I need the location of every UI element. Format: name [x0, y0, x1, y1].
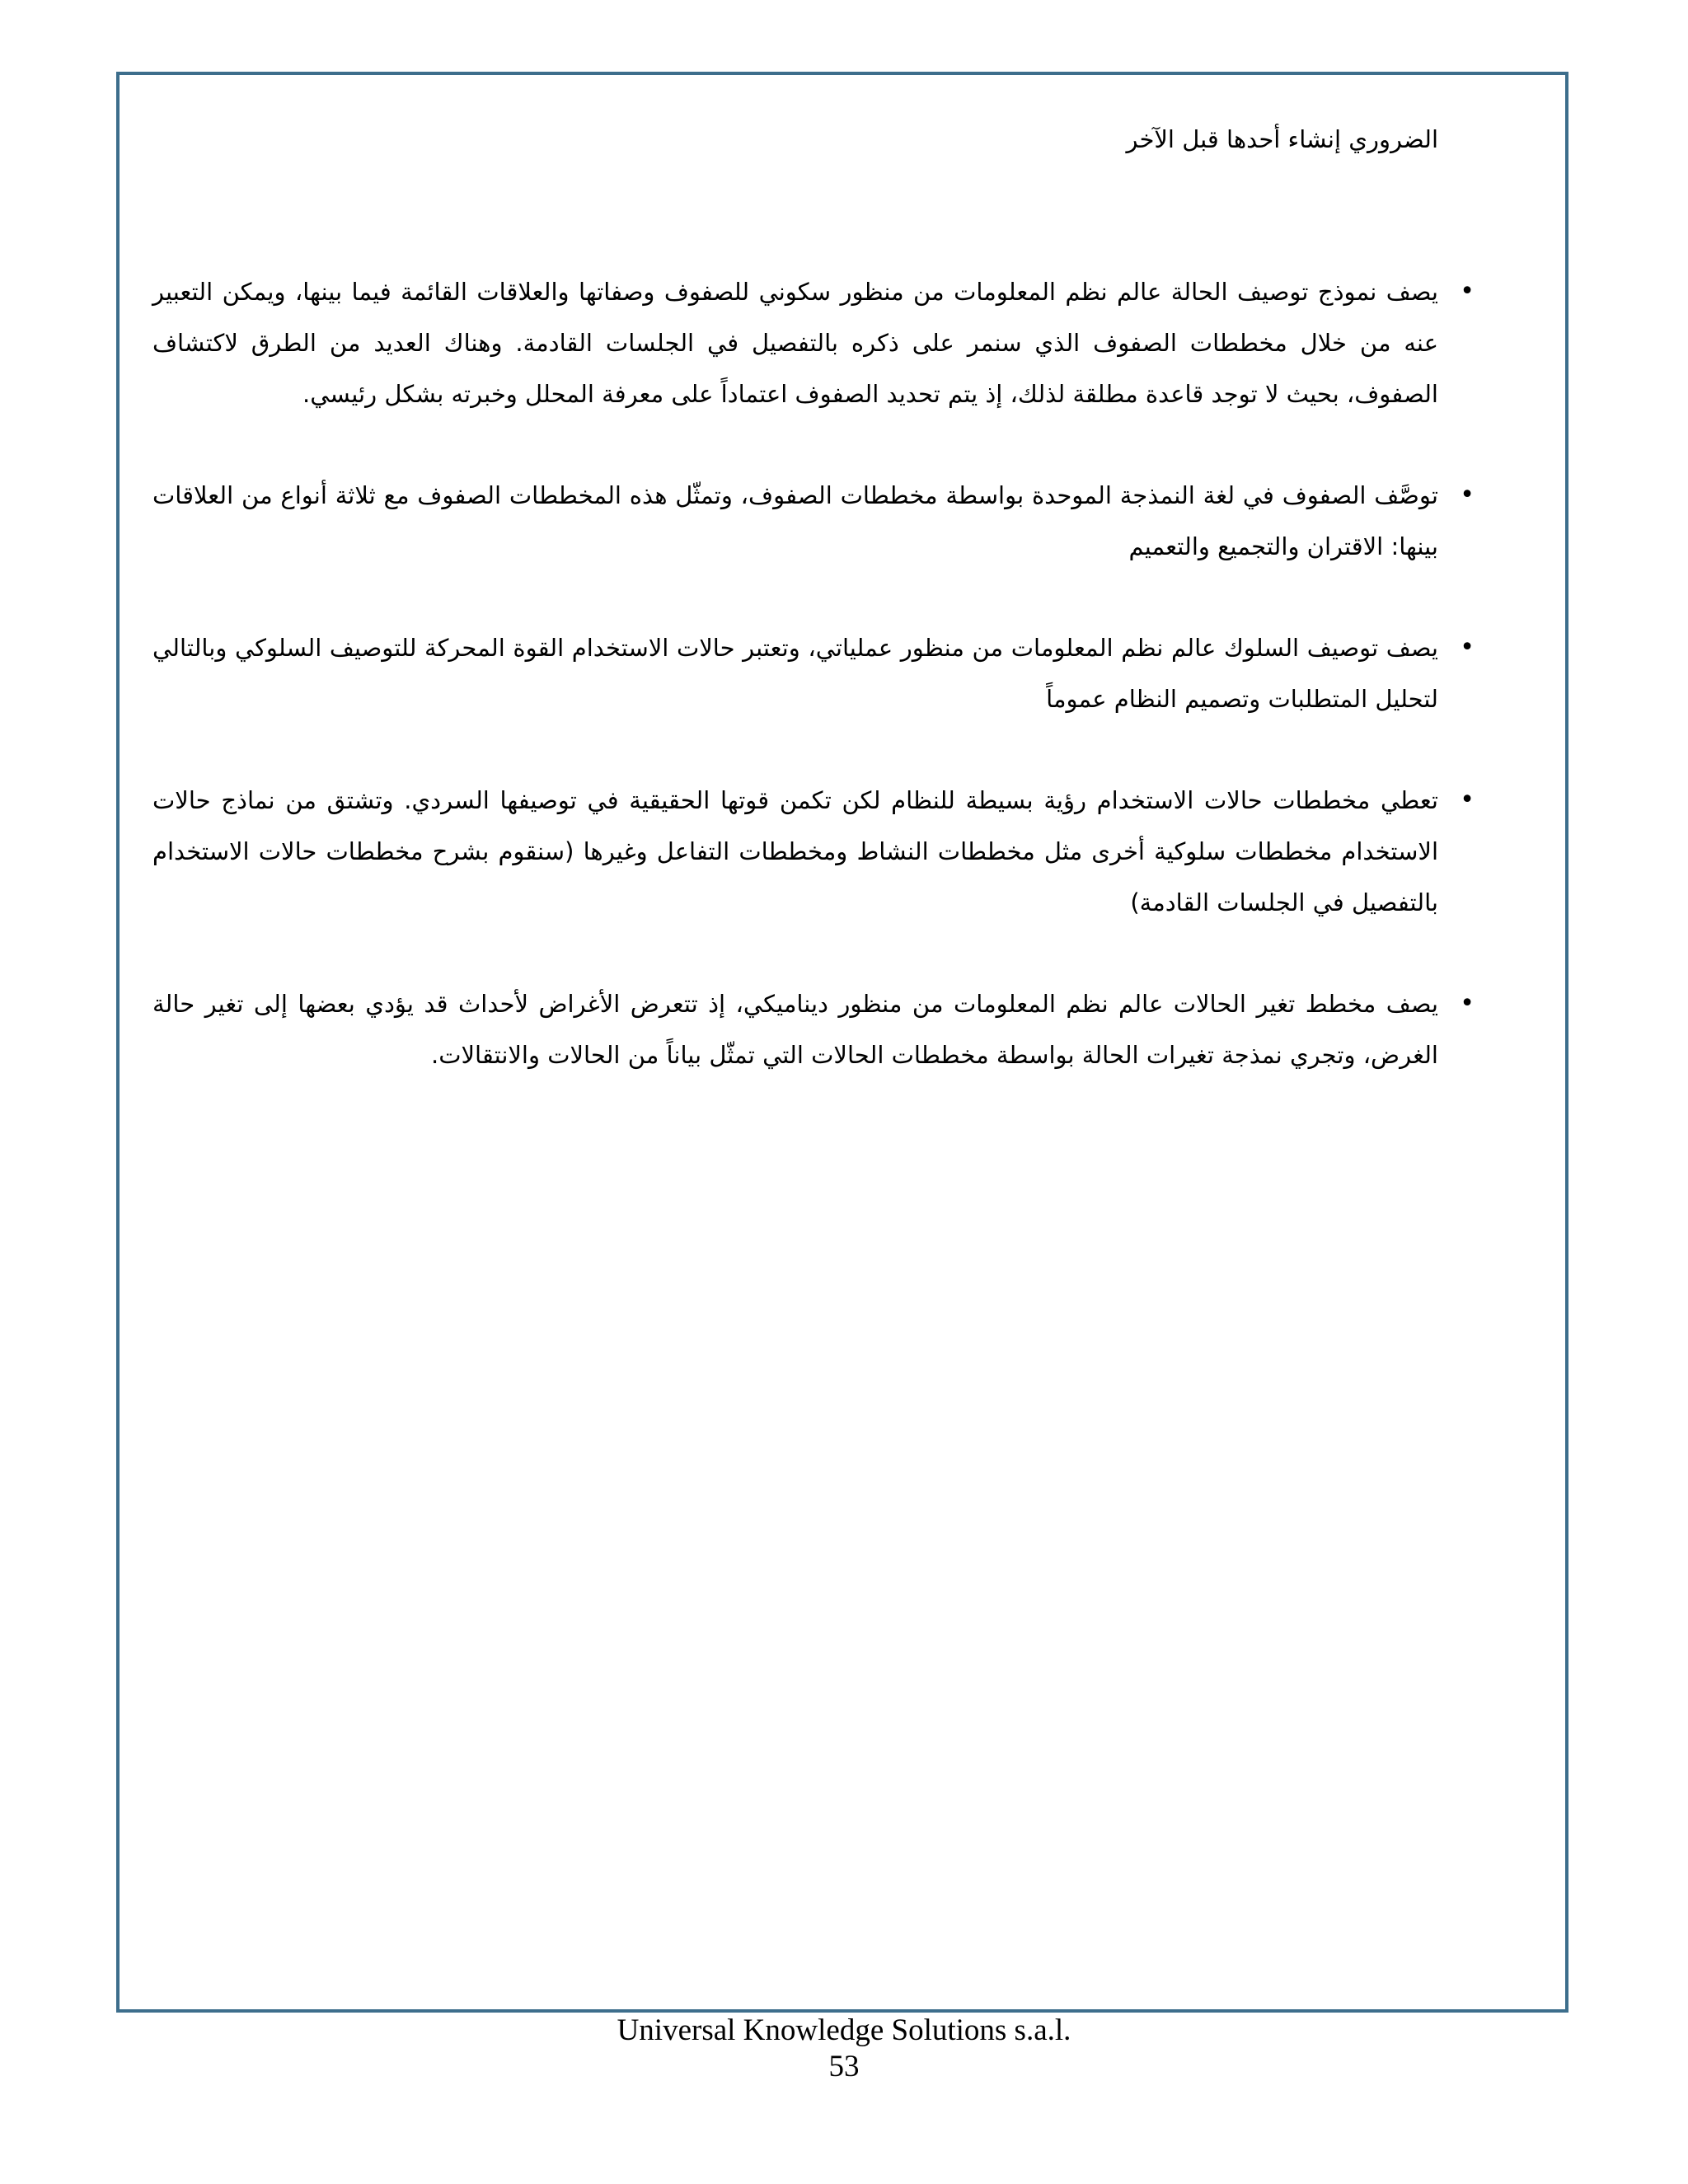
- list-item: [152, 266, 1475, 419]
- bullet-icon: •: [1460, 277, 1475, 306]
- bullet-text: يصف نموذج توصيف الحالة عالم نظم المعلومات من منظور سكوني للصفوف وصفاتها والعلاقات القائمة فيما بينها، ويمكن التعبير عنه من خلال مخططات الصفوف الذي سنمر على ذكره بالتفصيل في الجلسات القادمة. وهناك العديد من الطرق لاكتشاف الصفوف، بحيث لا توجد قاعدة مطلقة لذلك، إذ يتم تحديد الصفوف اعتماداً على معرفة المحلل وخبرته بشكل رئيسي.: [152, 278, 1438, 408]
- bullet-text: تعطي مخططات حالات الاستخدام رؤية بسيطة للنظام لكن تكمن قوتها الحقيقية في توصيفها السردي. وتشتق من نماذج حالات الاستخدام مخططات سلوكية أخرى مثل مخططات النشاط ومخططات التفاعل وغيرها (سنقوم بشرح مخططات حالات الاستخدام بالتفصيل في الجلسات القادمة): [152, 786, 1438, 916]
- list-item: [152, 470, 1475, 572]
- bullet-icon: •: [1460, 785, 1475, 814]
- bullet-icon: •: [1460, 480, 1475, 509]
- bullet-icon: •: [1460, 989, 1475, 1018]
- bullet-icon: •: [1460, 633, 1475, 662]
- bullet-text: توصَّف الصفوف في لغة النمذجة الموحدة بواسطة مخططات الصفوف، وتمثّل هذه المخططات الصفوف مع ثلاثة أنواع من العلاقات بينها: الاقتران والتجميع والتعميم: [152, 481, 1438, 560]
- continuation-line: الضروري إنشاء أحدها قبل الآخر: [1126, 125, 1438, 153]
- bullet-list: [152, 266, 1475, 1080]
- page-footer: [0, 2013, 1688, 2085]
- bullet-text: يصف توصيف السلوك عالم نظم المعلومات من منظور عملياتي، وتعتبر حالات الاستخدام القوة المحركة للتوصيف السلوكي وبالتالي لتحليل المتطلبات وتصميم النظام عموماً: [152, 634, 1438, 713]
- list-item: [152, 978, 1475, 1080]
- page-number: 53: [828, 2050, 860, 2083]
- list-item: [152, 775, 1475, 928]
- footer-company-name: Universal Knowledge Solutions s.a.l.: [617, 2013, 1071, 2047]
- document-body: [152, 114, 1475, 1131]
- list-item: [152, 622, 1475, 724]
- bullet-text: يصف مخطط تغير الحالات عالم نظم المعلومات من منظور ديناميكي، إذ تتعرض الأغراض لأحداث قد يؤدي بعضها إلى تغير حالة الغرض، وتجري نمذجة تغيرات الحالة بواسطة مخططات الحالات التي تمثّل بياناً من الحالات والانتقالات.: [152, 990, 1438, 1069]
